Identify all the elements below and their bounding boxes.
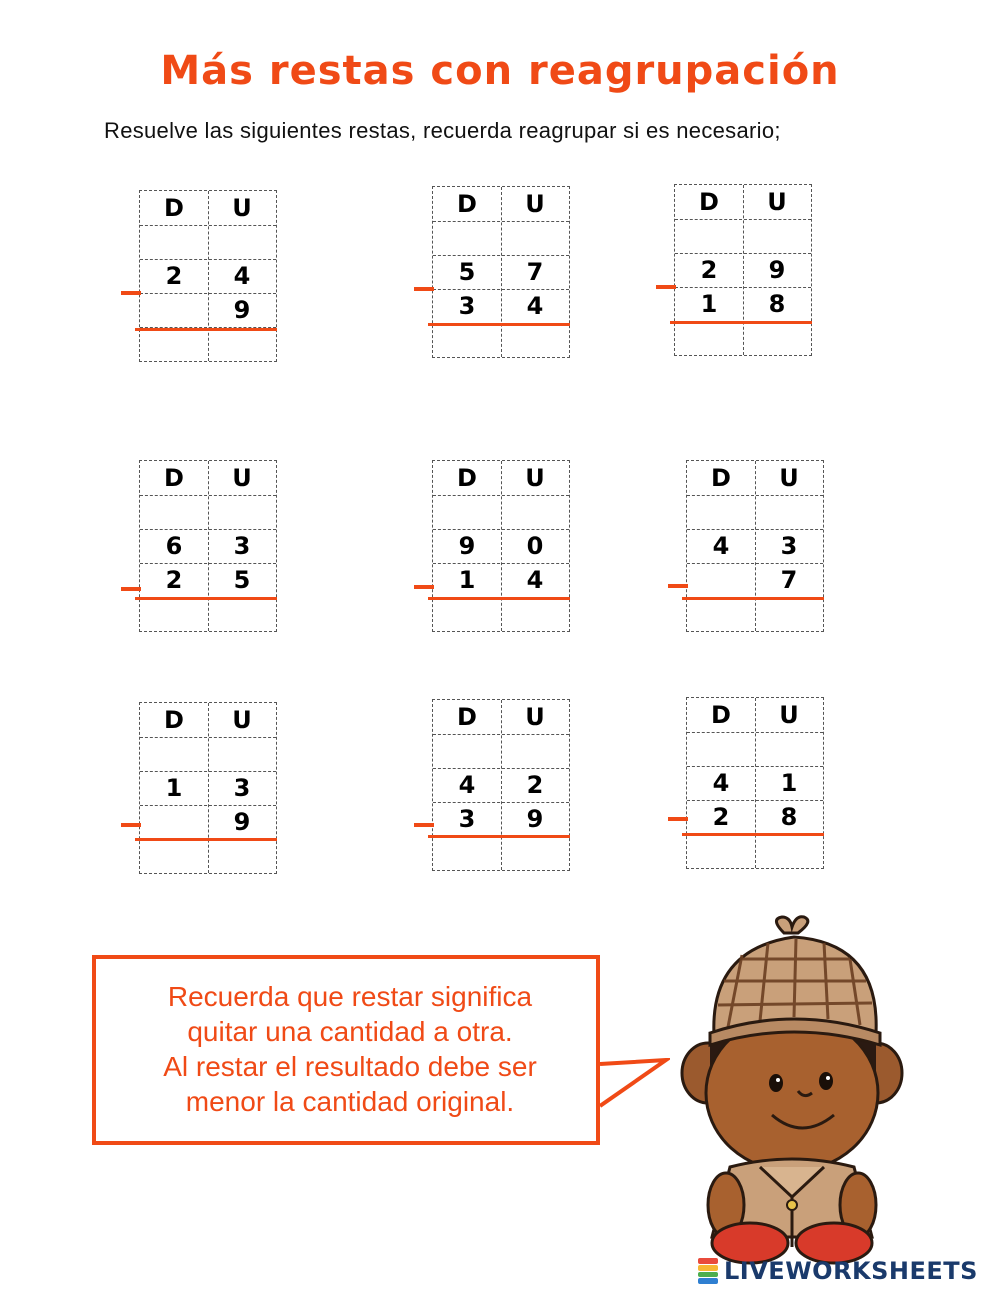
subtraction-problem xyxy=(414,460,584,636)
subtraction-problem xyxy=(121,460,291,636)
subtrahend-units: 9 xyxy=(233,808,251,836)
carry-units-cell[interactable] xyxy=(755,732,823,766)
subtrahend-units: 9 xyxy=(526,805,544,833)
tens-header: D xyxy=(699,188,719,216)
carry-tens-cell[interactable] xyxy=(687,495,755,529)
units-header: U xyxy=(779,464,799,492)
answer-tens-input[interactable] xyxy=(433,836,501,870)
units-header: U xyxy=(232,194,252,222)
answer-tens-input[interactable] xyxy=(140,597,208,631)
result-line xyxy=(428,835,570,838)
minuend-units: 3 xyxy=(233,532,251,560)
speech-bubble-tail xyxy=(600,1058,670,1118)
carry-tens-cell[interactable] xyxy=(433,495,501,529)
result-line xyxy=(682,833,824,836)
subtrahend-units: 8 xyxy=(768,290,786,318)
result-line xyxy=(135,838,277,841)
tens-header: D xyxy=(164,706,184,734)
units-header: U xyxy=(767,188,787,216)
minuend-tens: 2 xyxy=(165,262,183,290)
tens-header: D xyxy=(457,703,477,731)
carry-tens-cell[interactable] xyxy=(140,495,208,529)
place-value-grid xyxy=(139,702,277,874)
answer-units-input[interactable] xyxy=(501,597,569,631)
minus-sign xyxy=(414,823,434,827)
result-line xyxy=(428,323,570,326)
answer-tens-input[interactable] xyxy=(140,327,208,361)
result-line xyxy=(135,328,277,331)
minuend-tens: 6 xyxy=(165,532,183,560)
units-header: U xyxy=(525,464,545,492)
answer-units-input[interactable] xyxy=(755,834,823,868)
subtrahend-tens: 2 xyxy=(712,803,730,831)
answer-tens-input[interactable] xyxy=(433,323,501,357)
result-line xyxy=(682,597,824,600)
units-header: U xyxy=(779,701,799,729)
carry-tens-cell[interactable] xyxy=(140,737,208,771)
carry-tens-cell[interactable] xyxy=(675,219,743,253)
reminder-text xyxy=(116,979,584,1119)
answer-tens-input[interactable] xyxy=(687,834,755,868)
subtrahend-tens xyxy=(140,805,208,839)
minus-sign xyxy=(668,817,688,821)
carry-tens-cell[interactable] xyxy=(433,221,501,255)
minuend-units: 9 xyxy=(768,256,786,284)
units-header: U xyxy=(232,706,252,734)
units-header: U xyxy=(525,703,545,731)
worksheet-title: Más restas con reagrupación xyxy=(160,48,840,94)
minuend-tens: 1 xyxy=(165,774,183,802)
brand-name: LIVEWORKSHEETS xyxy=(724,1257,978,1285)
minuend-tens: 9 xyxy=(458,532,476,560)
reminder-line: quitar una cantidad a otra. xyxy=(187,1016,513,1047)
answer-units-input[interactable] xyxy=(208,597,276,631)
minuend-tens: 4 xyxy=(712,532,730,560)
place-value-grid xyxy=(674,184,812,356)
carry-units-cell[interactable] xyxy=(501,495,569,529)
minuend-units: 2 xyxy=(526,771,544,799)
minus-sign xyxy=(414,585,434,589)
reminder-line: Al restar el resultado debe ser xyxy=(163,1051,537,1082)
place-value-grid xyxy=(432,186,570,358)
minus-sign xyxy=(656,285,676,289)
subtrahend-tens xyxy=(687,563,755,597)
minuend-units: 0 xyxy=(526,532,544,560)
minuend-units: 7 xyxy=(526,258,544,286)
minus-sign xyxy=(414,287,434,291)
subtrahend-tens xyxy=(140,293,208,327)
result-line xyxy=(428,597,570,600)
answer-units-input[interactable] xyxy=(501,323,569,357)
result-line xyxy=(135,597,277,600)
minus-sign xyxy=(121,291,141,295)
subtrahend-units: 4 xyxy=(526,566,544,594)
carry-units-cell[interactable] xyxy=(501,734,569,768)
subtraction-problem xyxy=(668,697,838,873)
minuend-tens: 5 xyxy=(458,258,476,286)
subtraction-problem xyxy=(121,702,291,878)
minuend-units: 3 xyxy=(233,774,251,802)
place-value-grid xyxy=(139,460,277,632)
units-header: U xyxy=(232,464,252,492)
place-value-grid xyxy=(686,697,824,869)
subtraction-problem xyxy=(121,190,291,366)
minus-sign xyxy=(121,587,141,591)
answer-units-input[interactable] xyxy=(208,327,276,361)
liveworksheets-logo-icon xyxy=(698,1258,718,1284)
carry-units-cell[interactable] xyxy=(208,495,276,529)
minuend-units: 4 xyxy=(233,262,251,290)
carry-tens-cell[interactable] xyxy=(140,225,208,259)
subtrahend-tens: 2 xyxy=(165,566,183,594)
subtraction-problem xyxy=(656,184,826,360)
answer-units-input[interactable] xyxy=(208,839,276,873)
tens-header: D xyxy=(164,464,184,492)
minuend-tens: 2 xyxy=(700,256,718,284)
reminder-speech-bubble xyxy=(92,955,600,1145)
minuend-units: 1 xyxy=(780,769,798,797)
minus-sign xyxy=(668,584,688,588)
liveworksheets-brand xyxy=(698,1256,998,1286)
subtrahend-tens: 1 xyxy=(458,566,476,594)
subtrahend-tens: 3 xyxy=(458,805,476,833)
carry-units-cell[interactable] xyxy=(208,737,276,771)
carry-units-cell[interactable] xyxy=(208,225,276,259)
place-value-grid xyxy=(432,460,570,632)
minuend-tens: 4 xyxy=(712,769,730,797)
answer-tens-input[interactable] xyxy=(687,597,755,631)
subtraction-problem xyxy=(414,186,584,362)
place-value-grid xyxy=(686,460,824,632)
detective-boy-illustration xyxy=(680,915,910,1265)
minuend-units: 3 xyxy=(780,532,798,560)
answer-units-input[interactable] xyxy=(755,597,823,631)
minuend-tens: 4 xyxy=(458,771,476,799)
carry-units-cell[interactable] xyxy=(755,495,823,529)
carry-tens-cell[interactable] xyxy=(687,732,755,766)
carry-units-cell[interactable] xyxy=(501,221,569,255)
answer-tens-input[interactable] xyxy=(140,839,208,873)
tens-header: D xyxy=(711,464,731,492)
minus-sign xyxy=(121,823,141,827)
subtrahend-units: 8 xyxy=(780,803,798,831)
tens-header: D xyxy=(457,190,477,218)
carry-tens-cell[interactable] xyxy=(433,734,501,768)
subtrahend-tens: 3 xyxy=(458,292,476,320)
answer-tens-input[interactable] xyxy=(675,321,743,355)
subtrahend-units: 7 xyxy=(780,566,798,594)
subtrahend-tens: 1 xyxy=(700,290,718,318)
place-value-grid xyxy=(432,699,570,871)
answer-units-input[interactable] xyxy=(743,321,811,355)
carry-units-cell[interactable] xyxy=(743,219,811,253)
answer-tens-input[interactable] xyxy=(433,597,501,631)
units-header: U xyxy=(525,190,545,218)
place-value-grid xyxy=(139,190,277,362)
instructions-text: Resuelve las siguientes restas, recuerda reagrupar si es necesario; xyxy=(104,118,781,143)
tens-header: D xyxy=(457,464,477,492)
subtrahend-units: 9 xyxy=(233,296,251,324)
tens-header: D xyxy=(711,701,731,729)
subtrahend-units: 4 xyxy=(526,292,544,320)
result-line xyxy=(670,321,812,324)
subtraction-problem xyxy=(668,460,838,636)
reminder-line: menor la cantidad original. xyxy=(185,1086,515,1117)
tens-header: D xyxy=(164,194,184,222)
subtrahend-units: 5 xyxy=(233,566,251,594)
answer-units-input[interactable] xyxy=(501,836,569,870)
reminder-line: Recuerda que restar significa xyxy=(167,981,533,1012)
subtraction-problem xyxy=(414,699,584,875)
